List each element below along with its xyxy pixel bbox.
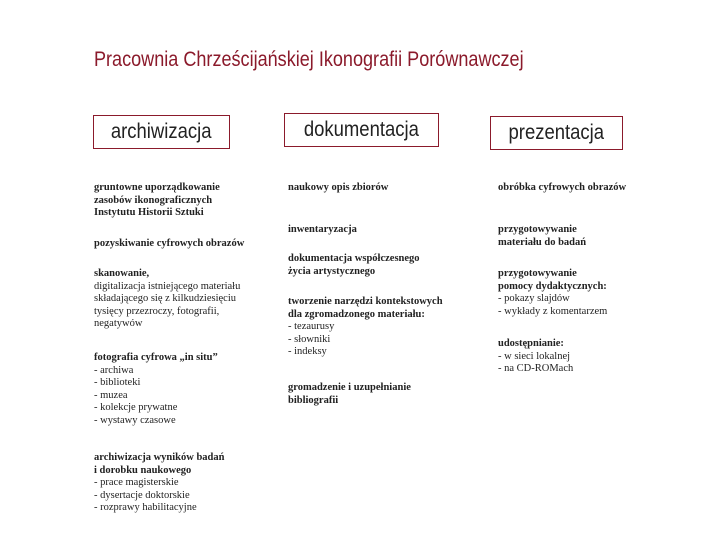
text-line: Instytutu Historii Sztuki	[94, 207, 204, 218]
text-line: archiwizacja wyników badań	[94, 452, 225, 463]
text-line: gruntowne uporządkowanie	[94, 182, 220, 193]
text-line: digitalizacja istniejącego materiału	[94, 280, 241, 292]
col2-item-bibliografia	[288, 382, 411, 407]
text-line: - rozprawy habilitacyjne	[94, 502, 197, 513]
text-line: składającego się z kilkudziesięciu	[94, 293, 236, 304]
col2-item-narzedzia	[288, 296, 443, 359]
header-dokumentacja	[284, 113, 439, 147]
header-archiwizacja	[93, 115, 230, 149]
text-line: obróbka cyfrowych obrazów	[498, 182, 627, 193]
column-dokumentacja	[288, 182, 483, 422]
text-line: udostępnianie:	[498, 338, 564, 349]
header-prezentacja	[490, 116, 623, 150]
text-line: inwentaryzacja	[288, 224, 357, 235]
column-prezentacja	[498, 182, 698, 382]
col2-item-dokumentacja-zycia	[288, 253, 420, 278]
col2-item-opis	[288, 182, 388, 195]
text-line: - tezaurusy	[288, 321, 335, 332]
text-line: i dorobku naukowego	[94, 464, 192, 476]
text-line: - dysertacje doktorskie	[94, 489, 190, 501]
text-line: gromadzenie i uzupełnianie	[288, 382, 411, 393]
text-line: - biblioteki	[94, 377, 141, 388]
text-line: przygotowywanie	[498, 224, 577, 235]
text-line: naukowy opis zbiorów	[288, 182, 389, 193]
text-line: - wystawy czasowe	[94, 414, 176, 426]
text-line: - kolekcje prywatne	[94, 402, 178, 413]
text-line: materiału do badań	[498, 236, 587, 248]
col1-item-uporzadkowanie	[94, 182, 220, 220]
col1-item-pozyskiwanie	[94, 238, 244, 251]
text-line: - indeksy	[288, 346, 327, 357]
text-line: - w sieci lokalnej	[498, 350, 571, 362]
text-line: tworzenie narzędzi kontekstowych	[288, 296, 443, 307]
text-line: fotografia cyfrowa „in situ”	[94, 352, 218, 363]
col3-item-obrobka	[498, 182, 626, 195]
col3-item-pomoce	[498, 268, 607, 318]
page-title: Pracownia Chrześcijańskiej Ikonografii Porównawczej	[94, 48, 524, 71]
text-line: zasobów ikonograficznych	[94, 194, 213, 206]
text-line: skanowanie,	[94, 268, 150, 279]
header-label: archiwizacja	[111, 120, 212, 143]
text-line: negatywów	[94, 318, 143, 329]
col2-item-inwentaryzacja	[288, 224, 357, 237]
text-line: dla zgromadzonego materiału:	[288, 308, 425, 320]
col3-item-material	[498, 224, 586, 249]
text-line: tysięcy przezroczy, fotografii,	[94, 305, 220, 317]
text-line: przygotowywanie	[498, 268, 577, 279]
text-line: - słowniki	[288, 333, 331, 345]
col1-item-archiwizacja-wynikow	[94, 452, 225, 515]
text-line: - muzea	[94, 389, 128, 401]
text-line: - na CD-ROMach	[498, 363, 574, 374]
text-line: - prace magisterskie	[94, 477, 179, 488]
header-label: dokumentacja	[303, 118, 420, 141]
col3-item-udostepnianie	[498, 338, 573, 376]
header-label: prezentacja	[508, 121, 605, 144]
text-line: - wykłady z komentarzem	[498, 305, 608, 317]
col1-item-fotografia	[94, 352, 218, 427]
text-line: bibliografii	[288, 394, 339, 406]
text-line: pomocy dydaktycznych:	[498, 280, 607, 292]
text-line: - archiwa	[94, 364, 134, 376]
text-line: - pokazy slajdów	[498, 293, 570, 304]
text-line: dokumentacja współczesnego	[288, 253, 420, 264]
text-line: pozyskiwanie cyfrowych obrazów	[94, 238, 245, 249]
col1-item-skanowanie	[94, 268, 240, 331]
column-archiwizacja	[94, 182, 279, 532]
text-line: życia artystycznego	[288, 265, 376, 277]
